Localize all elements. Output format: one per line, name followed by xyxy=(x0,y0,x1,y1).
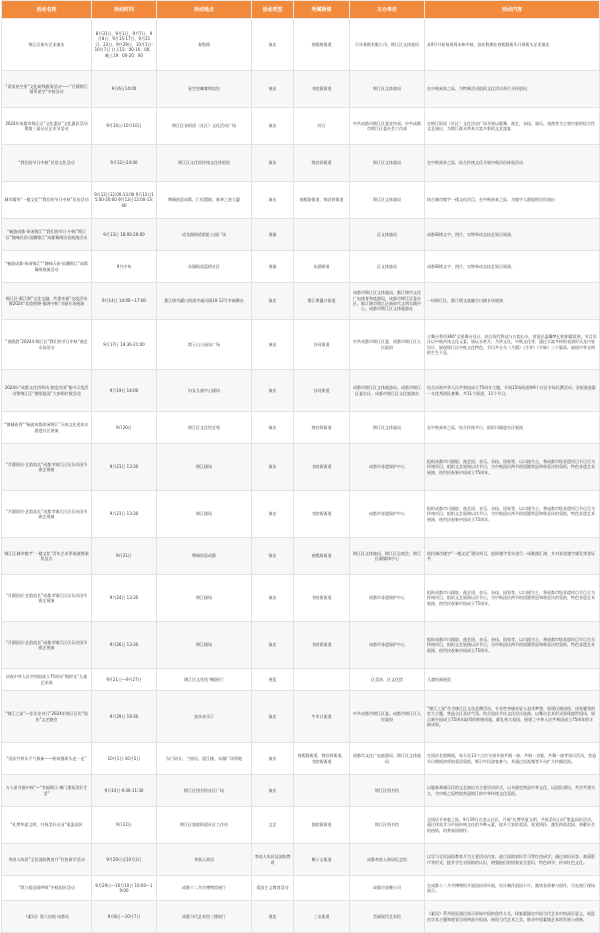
activity-name-cell: 锦江区街头艺术演出 xyxy=(2,19,92,71)
activity-name-cell: 李劼人故居“全民国防教育月”红色研学活动 xyxy=(2,844,92,876)
activity-time-cell: 9月8日—10月7日 xyxy=(92,901,157,933)
table-row xyxy=(2,876,600,901)
activity-content-cell: 依托城市楼宇“一楼文化”建设项目，组织楼宇青年进行一场歌曲汇演，并对获奖楼宇颁发荣誉证书 xyxy=(425,538,600,575)
activity-type-cell: 演出 xyxy=(252,145,294,182)
street-cell xyxy=(294,219,350,251)
street-cell: 综合 xyxy=(294,108,350,145)
activity-place-cell: 锦江区各街道（社区）文化活动广场 xyxy=(157,108,252,145)
activity-time-cell: 9月20日 xyxy=(92,412,157,444)
activity-place-cell: 锦江区文化馆 9楼展厅 xyxy=(157,669,252,691)
street-cell: 沙河街道 xyxy=(294,370,350,412)
host-cell: 成都市非遗保护中心 xyxy=(350,575,425,622)
host-cell: 区文体旅局 xyxy=(350,251,425,283)
header-street: 所属街道 xyxy=(294,1,350,19)
activity-time-cell: 9月20日至10月3日 xyxy=(92,844,157,876)
host-cell: 成都市非遗保护中心 xyxy=(350,444,425,491)
table-row xyxy=(2,219,600,251)
activity-name-cell: “礼赞华夏文明，共筑美好山河”重温国庆 xyxy=(2,807,92,844)
street-cell xyxy=(294,669,350,691)
table-row xyxy=(2,251,600,283)
activity-table xyxy=(1,0,600,933)
activity-time-cell: 9月24日 13:30 xyxy=(92,575,157,622)
table-row xyxy=(2,444,600,491)
activity-name-cell: 2024年成都市锦江区“文化惠民”文化惠民活动暨第三届社区艺术节活动 xyxy=(2,108,92,145)
activity-type-cell: 演出 xyxy=(252,538,294,575)
activity-time-cell: 9月12日14:00 xyxy=(92,145,157,182)
table-row xyxy=(2,807,600,844)
table-row xyxy=(2,691,600,743)
activity-place-cell: 星空里咖啡烘焙坊 xyxy=(157,71,252,108)
activity-place-cell: 东门码头、兰桂坊、望江楼、东湖广场等地 xyxy=(157,743,252,775)
table-row xyxy=(2,669,600,691)
table-row xyxy=(2,622,600,669)
street-cell: 书院街街道 xyxy=(294,444,350,491)
activity-name-cell: “畅游成都·休闲锦江”“我们的节日·中秋”锦江区“趣味民俗·国潮锦江”成都蜀绣民俗展演活动 xyxy=(2,219,92,251)
activity-content-cell: 一场锦江区、都江堰文旅融合川剧专场展演 xyxy=(425,283,600,320)
host-cell: 成都市文化广电旅游局、锦江区文体旅局 xyxy=(350,743,425,775)
activity-type-cell: 演出 xyxy=(252,320,294,370)
activity-place-cell: 锦江区文化馆传统文化体验馆 xyxy=(157,145,252,182)
activity-type-cell: 演出 xyxy=(252,743,294,775)
activity-content-cell: 以服务乘城乐民的文艺演出为主要活动形式，以书画型营造中华文化，以团队建设，共学共建为主，为中秋之际特别营造锦江的中华传统文化氛围。 xyxy=(425,775,600,807)
activity-type-cell: 演出 xyxy=(252,412,294,444)
header-activity-type: 活动类型 xyxy=(252,1,294,19)
activity-content-cell: 结合城市楼宇一楼文化项目，在中秋到来之际，为楼宇人群提供民俗演出 xyxy=(425,182,600,219)
host-cell: 百年春熙有限公司、锦江区文体旅局 xyxy=(350,19,425,71)
table-body xyxy=(2,19,600,933)
activity-time-cell: 9月21日—9月27日 xyxy=(92,669,157,691)
street-cell: 书院街街道 xyxy=(294,575,350,622)
activity-content-cell: 成都蜀绣文字、图片、实物和动态技艺展示展演。 xyxy=(425,251,600,283)
activity-type-cell: 演出 xyxy=(252,491,294,538)
host-cell: 区文体旅局 xyxy=(350,219,425,251)
activity-content-cell: 组织成都市川剧院、曲艺团、音乐、杂技、国家等，以川剧为主，将成都市级非遗项目节目合为传统项目，组织文艺展演以庆节日，为中秋国庆两节的团圆营造和谐喜庆的氛围，特色非遗艺术展演，热烈庆祝新中国成立75周年。 xyxy=(425,491,600,538)
activity-type-cell: 演出 xyxy=(252,370,294,412)
activity-place-cell: 成都当代艺术馆三楼展厅 xyxy=(157,901,252,933)
street-cell: 春熙路街道 xyxy=(294,19,350,71)
street-cell: 督院街街道 xyxy=(294,807,350,844)
activity-type-cell: 展览 xyxy=(252,901,294,933)
host-cell: 锦江区文体旅局 xyxy=(350,182,425,219)
activity-time-cell: 9月21日 13:30 xyxy=(92,444,157,491)
activity-time-cell: 10月1日-10月5日 xyxy=(92,743,157,775)
host-cell: 成都市锦江区文体旅局、都江堰市文化广电体育和旅游局，成都市锦江区委社区、都江堰市锦江区新时代文明实践中心、成都市锦江区文体旅游办 xyxy=(350,283,425,320)
activity-place-cell: 锦江区图书馆社区广场 xyxy=(157,775,252,807)
host-cell: 锦江区文体旅局、锦江区总商会、锦江区融媒体中心 xyxy=(350,538,425,575)
activity-time-cell: 9月29日 19:30 xyxy=(92,691,157,743)
activity-time-cell: 9月6日14:00 xyxy=(92,71,157,108)
table-row xyxy=(2,370,600,412)
street-cell: 三圣街道 xyxy=(294,901,350,933)
activity-name-cell: “月圆国庆·艺韵流长”成都市锦江区民乐庆国节曲艺展演 xyxy=(2,491,92,538)
host-cell: 中共成都市锦江区委宣传部、中共成都市锦江区委社会工作部 xyxy=(350,108,425,145)
activity-type-cell: 演出 xyxy=(252,19,294,71)
table-row xyxy=(2,182,600,219)
host-cell: 成都市金鹰公司 xyxy=(350,876,425,901)
activity-type-cell: 演出 xyxy=(252,775,294,807)
activity-name-cell: 庆祝中华人民共和国成立75周年“拥时光”儿童艺术展 xyxy=(2,669,92,691)
activity-place-cell: 锦江剧场 xyxy=(157,575,252,622)
activity-type-cell: 演出 xyxy=(252,108,294,145)
host-cell: 中共成都市锦江区委、成都市锦江区人民政府 xyxy=(350,320,425,370)
activity-content-cell: “锦江之星”作为锦江区文化品牌活动，专业性突破年轻人追求梦想，展现民族团结、国家繁荣的宏大主题，营造全区喜庆气氛。结合国庆节庆文化设计选曲，以舞台艺术形式展现盛世国风，展示新中国成立75周年取得的辉煌成就，献礼伟大祖国，展现了中华人民共和国成立75周年的丰硕成果。 xyxy=(425,691,600,743)
activity-content-cell: 组织成都市川剧院、曲艺团、音乐、杂技、国家等，以川剧为主，将成都市级非遗项目节目合为传统项目，组织文艺展演以庆节日，为中秋国庆两节的团圆营造和谐喜庆的氛围，特色非遗艺术展演，热烈庆祝新中国成立75周年。 xyxy=(425,444,600,491)
table-row xyxy=(2,575,600,622)
activity-place-cell: 锦江剧场 xyxy=(157,444,252,491)
activity-place-cell: 成都十二月市博物馆展厅 xyxy=(157,876,252,901)
street-cell: 书院街街道 xyxy=(294,491,350,538)
street-cell: 狮子山街道 xyxy=(294,844,350,876)
table-row xyxy=(2,901,600,933)
table-header-row xyxy=(2,1,600,19)
activity-type-cell: 演出 xyxy=(252,182,294,219)
activity-place-cell: 成龙路街道彩虹公园广场 xyxy=(157,219,252,251)
street-cell: 锦官驿街道 xyxy=(294,412,350,444)
activity-content-cell: 成都蜀绣文字、图片、实物和动态技艺展示展演。 xyxy=(425,219,600,251)
activity-time-cell: 9月29日—10月10日 10:00—19:00 xyxy=(92,876,157,901)
activity-place-cell: 金沙音乐厅 xyxy=(157,691,252,743)
activity-time-cell: 9月12日12:00-13:00 9月12日15:00-20:00 9月13日12:00-13:00 xyxy=(92,182,157,219)
table-row xyxy=(2,491,600,538)
activity-content-cell: 儿童绘画展览 xyxy=(425,669,600,691)
activity-name-cell: 万人景开描中秋”—“幸福锦江·樟门建筑美好生活” xyxy=(2,775,92,807)
activity-time-cell: 9月10日-10月10日 xyxy=(92,108,157,145)
activity-name-cell: 锦江区城市楼宇“一楼文化”青年艺术季展演暨颁奖仪式 xyxy=(2,538,92,575)
activity-time-cell: 9月中旬 xyxy=(92,251,157,283)
activity-content-cell: 在锦江街道（社区）文化活动广场开展以歌舞、曲艺、杂技、器乐、戏曲等为主要内容的综合性文艺演出，为锦江群众带来丰富多彩的文艺盛宴 xyxy=(425,108,600,145)
activity-type-cell: 展演 xyxy=(252,219,294,251)
activity-name-cell: “锦城看秀”“畅游成都休闲锦江”天府文化苑来川剧进社区展演 xyxy=(2,412,92,444)
activity-content-cell: 全国庆节来临之际，9月29日在金云社区，开展“礼赞华夏文明，共筑美好山河”重温国庆活动，通过体验学习中国传统文化的多种元素，提升大家的爱国、爱党情怀，激发热爱祖国、奉献社会的热情，培养家国情怀。 xyxy=(425,807,600,844)
host-cell: 成都市非遗保护中心 xyxy=(350,622,425,669)
street-cell: 春熙路街道 xyxy=(294,538,350,575)
host-cell: 锦江区文体旅局 xyxy=(350,145,425,182)
activity-time-cell: 9月14日 9:30-11:30 xyxy=(92,775,157,807)
activity-type-cell: 展览 xyxy=(252,669,294,691)
host-cell: 中共成都市锦江区委、成都市锦江区人民政府 xyxy=(350,691,425,743)
street-cell: 牛市口街道 xyxy=(294,691,350,743)
activity-type-cell: 爱国主义教育活动 xyxy=(252,876,294,901)
table-row xyxy=(2,538,600,575)
activity-content-cell: 在中秋到来之际，结合传统文化开展中秋民俗体验活动 xyxy=(425,145,600,182)
activity-place-cell: 博瑞创意成都、仁恒置地、新华之星大厦 xyxy=(157,182,252,219)
activity-name-cell: 锦江区·都江堰“文化交融，共建幸福”交流活动暨2024“非遗相聚·情满中秋”川剧专场展演 xyxy=(2,283,92,320)
header-activity-place: 活动地点 xyxy=(157,1,252,19)
host-cell: 锦江区图书馆 xyxy=(350,807,425,844)
activity-place-cell: 锦江区督院街道社区工作站 xyxy=(157,807,252,844)
header-activity-name: 活动名称 xyxy=(2,1,92,19)
activity-name-cell: “我与祖国同呼吸”中秋国庆活动 xyxy=(2,876,92,901)
activity-name-cell: “国庆共欢乐千气象新——购成都街头走一走” xyxy=(2,743,92,775)
activity-time-cell: 9月21日 xyxy=(92,538,157,575)
activity-place-cell: 锦江剧场 xyxy=(157,491,252,538)
activity-place-cell: 李劼人故居 xyxy=(157,844,252,876)
activity-time-cell: 9月26日 13:30 xyxy=(92,622,157,669)
activity-place-cell: 锦江剧场 xyxy=(157,622,252,669)
activity-content-cell: 《素问》系列展览通过展示原始中国的创作方式，探索素描在中国当代艺术中的深层意义，展览由学术主题和视觉呈现两部分组成，展现当代艺术之美，推动中国素描艺术的发展与创新。 xyxy=(425,901,600,933)
activity-content-cell: 从9月开始每周周末和中秋、国庆假期在春熙路街头开展街头艺术演出 xyxy=(425,19,600,71)
activity-content-cell: 在中秋到来之际，结合传统节日，组织川剧进社区展演 xyxy=(425,412,600,444)
activity-type-cell: 演出 xyxy=(252,71,294,108)
street-cell: 春熙路街道、锦官驿街道 xyxy=(294,182,350,219)
table-row xyxy=(2,775,600,807)
activity-content-cell: 在成都十二月市博物馆开展国庆周年展，设计制作祖国卡片，邀请各界参与创作，可在展厅现场展示。 xyxy=(425,876,600,901)
activity-content-cell: 在国庆长假期间，每天在13个点位分别开展共唱一曲、共唱一首歌、共舞一曲等快闪活动，营造节日期间浓厚的爱国氛围，吸引市民游客参与，并通过短视频等平台扩大传播范围。 xyxy=(425,743,600,775)
street-cell: 沙河街道 xyxy=(294,320,350,370)
activity-place-cell: 锦江区文化馆艺苑 xyxy=(157,412,252,444)
activity-time-cell: 9月21日 13:30 xyxy=(92,491,157,538)
table-row xyxy=(2,283,600,320)
activity-type-cell: 演出 xyxy=(252,575,294,622)
table-row xyxy=(2,19,600,71)
activity-type-cell: 演出 xyxy=(252,622,294,669)
activity-place-cell: 塔子山公园东广场 xyxy=(157,320,252,370)
header-activity-time: 活动时间 xyxy=(92,1,157,19)
host-cell: 成都市锦江区文体旅游局、成都市锦江区委社区、成都市锦江区文化旅游办 xyxy=(350,370,425,412)
header-host: 主办单位 xyxy=(350,1,425,19)
activity-place-cell: 春熙路 xyxy=(157,19,252,71)
activity-content-cell: 结合庆祝中华人民共和国成立75周年主题，开展15场街道和9个社区专场比赛活动，各街道选派一支优秀团队参赛，共11个街道，11个节目。 xyxy=(425,370,600,412)
activity-name-cell: “锦江之星”—非民龙舟行”2024年锦江区庆“国庆”文艺晚会 xyxy=(2,691,92,743)
activity-place-cell: 妇女儿童中心剧场 xyxy=(157,370,252,412)
activity-name-cell: “月圆国庆·艺韵流长”成都市锦江区民乐庆国节曲艺展演 xyxy=(2,444,92,491)
header-activity-content: 活动内容 xyxy=(425,1,600,19)
table-row xyxy=(2,320,600,370)
activity-name-cell: 2024年“成都文化四季风·欢度庆国”集中示范活动暨锦江区“歌唱祖国”大家唱红歌活动 xyxy=(2,370,92,412)
table-row xyxy=(2,108,600,145)
street-cell: 锦官驿街道 xyxy=(294,145,350,182)
activity-time-cell: 9月14日 14:00—17:00 xyxy=(92,283,157,320)
table-row xyxy=(2,743,600,775)
activity-place-cell: 东湖街道蓝桥社区 xyxy=(157,251,252,283)
activity-type-cell: 李劼人故居及国防教育 xyxy=(252,844,294,876)
activity-place-cell: 博瑞创意成都 xyxy=(157,538,252,575)
activity-time-cell: 9月19日 14:00 xyxy=(92,370,157,412)
activity-time-cell: 8月31日、9月1日、9月7日、9月8日、9月15-17日、9月21日、22日、9月29日、10月1日-10月7日 白天15：00-16：00，晚上19：00-20：00 xyxy=(92,19,157,71)
host-cell: 成都市非遗保护中心 xyxy=(350,491,425,538)
host-cell: 锦江区文体旅局 xyxy=(350,71,425,108)
host-cell: 锦江区文体旅局 xyxy=(350,412,425,444)
table-row xyxy=(2,412,600,444)
activity-time-cell: 9月17日 19:30-21:00 xyxy=(92,320,157,370)
activity-time-cell: 9月13日 18:00-20:00 xyxy=(92,219,157,251)
activity-content-cell: 组织成都市川剧院、曲艺团、音乐、杂技、国家等，以川剧为主，将成都市级非遗项目节目合为传统项目，组织文艺展演以庆节日，为中秋国庆两节的团圆营造和谐喜庆的氛围，特色非遗艺术展演，热烈庆祝新中国成立75周年。 xyxy=(425,622,600,669)
activity-content-cell: 主舞台利用360°全景舞台设计，结合现代科技与古韵山水，营造出温馨梦幻的团圆氛围。节目设计以中秋传统文化元素，如玩水赏月、月饼文化、中秋文化等，通过丰富多样的表演形式及内容设计，展现锦江区中秋文化特色，节目共分为《月圆》《月华》《月辉》三个篇章，展现中华文明的生生不息。 xyxy=(425,320,600,370)
activity-name-cell: “畅游成都·休闲锦江”“趣味天府·国潮锦江”成都蜀绣展演活动 xyxy=(2,251,92,283)
table-row xyxy=(2,844,600,876)
activity-content-cell: 在中秋到来之际，为特殊活动组织文化活动举行关怀慰问 xyxy=(425,71,600,108)
street-cell: 书院街街道 xyxy=(294,71,350,108)
street-cell: 都江堰灌口街道 xyxy=(294,283,350,320)
activity-content-cell: 组织成都市川剧院、曲艺团、音乐、杂技、国家等，以川剧为主，将成都市级非遗项目节目合为传统项目，组织文艺展演以庆节日，为中秋国庆两节的团圆营造和谐喜庆的氛围，特色非遗艺术展演，热烈庆祝新中国成立75周年。 xyxy=(425,575,600,622)
activity-name-cell: 城市精华“一楼文化”“我们的节日中秋”民俗活动 xyxy=(2,182,92,219)
host-cell: 成都李劼人故居纪念馆 xyxy=(350,844,425,876)
activity-name-cell: 《素问》第六回展 成都站 xyxy=(2,901,92,933)
street-cell xyxy=(294,876,350,901)
activity-type-cell: 演出 xyxy=(252,444,294,491)
activity-type-cell: 演出 xyxy=(252,691,294,743)
activity-place-cell: 都江堰市灌口街道幸福河路10-12号幸福舞台 xyxy=(157,283,252,320)
street-cell xyxy=(294,775,350,807)
activity-content-cell: 以学习全民国防教育月为主要活动内容，进行国防知识学习等红色研学。通过知识问答、观看影片等形式，提升学生对国防的认识，增强他们的国家安全意识，特色研学，传承红色文化。 xyxy=(425,844,600,876)
street-cell: 书院街街道 xyxy=(294,622,350,669)
activity-time-cell: 9月22日 xyxy=(92,807,157,844)
activity-type-cell: 展演 xyxy=(252,251,294,283)
host-cell: 区美协、区文化馆 xyxy=(350,669,425,691)
activity-name-cell: “我们的节日中秋”民俗文化活动 xyxy=(2,145,92,182)
street-cell: 东湖街道 xyxy=(294,251,350,283)
host-cell: 锦江区图书馆 xyxy=(350,775,425,807)
table-row xyxy=(2,71,600,108)
table-row xyxy=(2,145,600,182)
activity-type-cell: 文艺 xyxy=(252,807,294,844)
activity-name-cell: “月圆国庆·艺韵流长”成都市锦江区民乐庆国节曲艺展演 xyxy=(2,575,92,622)
activity-name-cell: “爱家星空里”文化助残服务活动——“月圆锦江情系星空”中秋活动 xyxy=(2,71,92,108)
street-cell: 春熙路街道、锦官驿街道、书院街街道 xyxy=(294,743,350,775)
activity-name-cell: “春熙韵”2024年锦江区“我们的节日中秋”曲艺专场活动 xyxy=(2,320,92,370)
host-cell: 美丽现代艺术馆 xyxy=(350,901,425,933)
activity-name-cell: “月圆国庆·艺韵流长”成都市锦江区民乐庆国节曲艺展演 xyxy=(2,622,92,669)
activity-type-cell: 演出 xyxy=(252,283,294,320)
